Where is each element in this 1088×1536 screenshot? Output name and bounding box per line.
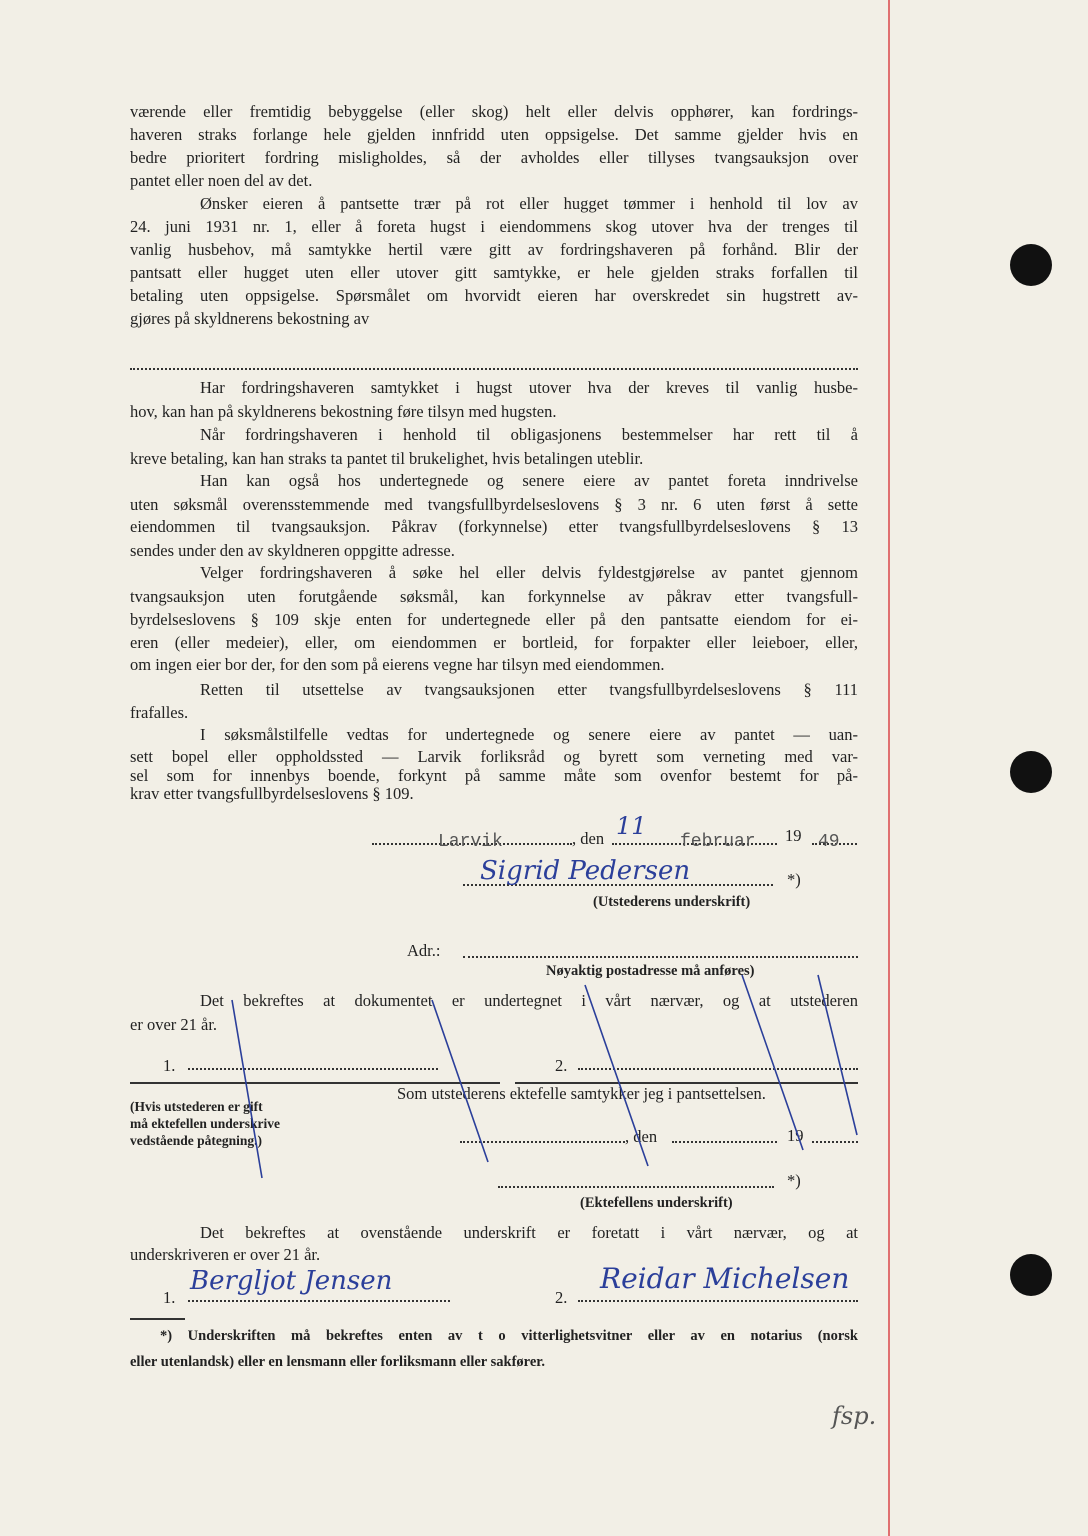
pen-stroke	[432, 1000, 488, 1162]
text-line: sendes under den av skyldneren oppgitte adresse.	[130, 541, 455, 560]
text-line: krav etter tvangsfullbyrdelseslovens § 109.	[130, 784, 414, 803]
text-line: tvangsauksjon uten forutgående søksmål, kan forkynnelse av påkrav etter tvangsfull-	[130, 587, 858, 606]
text-line: om ingen eier bor der, for den som på eierens vegne har tilsyn med eiendommen.	[130, 655, 665, 674]
text-line: Retten til utsettelse av tvangsauksjonen etter tvangsfullbyrdelseslovens § 111	[200, 680, 858, 699]
spouse-consent: Som utstederens ektefelle samtykker jeg i pantsettelsen.	[397, 1084, 766, 1103]
text-line: underskriveren er over 21 år.	[130, 1245, 321, 1264]
text-line: uten søksmål overensstemmende med tvangsfullbyrdelseslovens § 3 nr. 6 uten først å sette	[130, 495, 858, 514]
text-line: Når fordringshaveren i henhold til obligasjonens bestemmelser har rett til å	[200, 425, 858, 444]
witness-2-signature: Reidar Michelsen	[600, 1262, 850, 1295]
text-line: Har fordringshaveren samtykket i hugst utover hva der kreves til vanlig husbe-	[200, 378, 858, 397]
den-label: , den	[572, 829, 605, 848]
text-line: haveren straks forlange hele gjelden innfridd uten oppsigelse. Det samme gjelder hvis en	[130, 125, 858, 144]
text-line: frafalles.	[130, 703, 189, 722]
spouse-caption: (Ektefellens underskrift)	[580, 1195, 733, 1211]
footnote: *) Underskriften må bekreftes enten av t o vitterlighetsvitner eller av en notarius (norsk	[160, 1328, 858, 1344]
asterisk-note: *)	[787, 870, 801, 889]
text-line: gjøres på skyldnerens bekostning av	[130, 309, 370, 328]
text-line: eren (eller medeier), eller, om eiendommen er bortleid, for forpakter eller leieboer, eller,	[130, 633, 858, 652]
spouse-year-prefix: 19	[787, 1126, 804, 1145]
spouse-note: må ektefellen underskrive	[130, 1116, 280, 1131]
text-line: eiendommen til tvangsauksjon. Påkrav (forkynnelse) etter tvangsfullbyrdelseslovens § 13	[130, 517, 858, 536]
address-caption: Nøyaktig postadresse må anføres)	[546, 963, 755, 979]
footnote: eller utenlandsk) eller en lensmann eller forliksmann eller sakfører.	[130, 1354, 545, 1370]
text-line: betaling uten oppsigelse. Spørsmålet om hvorvidt eieren har overskredet sin hugstrett av-	[130, 286, 858, 305]
issuer-signature: Sigrid Pedersen	[480, 856, 691, 886]
text-line: er over 21 år.	[130, 1015, 218, 1034]
text-line: sel som for innenbys boende, forkynt på samme måte som ovenfor bestemt for på-	[130, 766, 858, 785]
text-line: hov, kan han på skyldnerens bekostning føre tilsyn med hugsten.	[130, 402, 557, 421]
address-label: Adr.:	[407, 941, 441, 960]
pen-stroke	[742, 975, 803, 1150]
month-typed: februar	[680, 832, 756, 852]
witness-2-number: 2.	[555, 1056, 568, 1075]
text-line: kreve betaling, kan han straks ta pantet til brukelighet, hvis betalingen uteblir.	[130, 449, 644, 468]
day-handwritten: 11	[616, 812, 647, 840]
pen-stroke	[232, 1000, 262, 1178]
witness-1-number: 1.	[163, 1056, 176, 1075]
pen-stroke	[818, 975, 857, 1135]
year-prefix: 19	[785, 826, 802, 845]
text-line: Det bekreftes at ovenstående underskrift er foretatt i vårt nærvær, og at	[200, 1223, 858, 1242]
text-line: 24. juni 1931 nr. 1, eller å foreta hugst i eiendommens skog utover hva der trenges til	[130, 217, 858, 236]
text-line: pantet eller noen del av det.	[130, 171, 313, 190]
text-line: byrdelseslovens § 109 skje enten for undertegnede eller på den pantsatte eiendom for ei-	[130, 610, 858, 629]
text-line: Han kan også hos undertegnede og senere eiere av pantet foreta inndrivelse	[200, 471, 858, 490]
text-line: Ønsker eieren å pantsette trær på rot eller hugget tømmer i henhold til lov av	[200, 194, 858, 213]
place-typed: Larvik	[438, 832, 503, 852]
text-line: bedre prioritert fordring misligholdes, så der avholdes eller tillyses tvangsauksjon over	[130, 148, 858, 167]
text-line: sett bopel eller oppholdssted — Larvik forliksråd og byrett som verneting med var-	[130, 747, 858, 766]
text-line: vanlig husbehov, må samtykke hertil være gitt av fordringshaveren på forhånd. Blir der	[130, 240, 858, 259]
text-line: værende eller fremtidig bebyggelse (eller skog) helt eller delvis opphører, kan fordrings-	[130, 102, 858, 121]
witness-2-number: 2.	[555, 1288, 568, 1307]
spouse-den-label: , den	[625, 1127, 658, 1146]
witness-1-number: 1.	[163, 1288, 176, 1307]
initials: fsp.	[832, 1402, 877, 1430]
asterisk-note: *)	[787, 1171, 801, 1190]
issuer-caption: (Utstederens underskrift)	[593, 894, 751, 910]
text-line: Det bekreftes at dokumentet er undertegnet i vårt nærvær, og at utstederen	[200, 991, 858, 1010]
witness-1-signature: Bergljot Jensen	[190, 1266, 393, 1296]
spouse-note: vedstående påtegning.)	[130, 1133, 263, 1148]
year-typed: 49	[818, 832, 840, 852]
pen-stroke	[585, 985, 648, 1166]
text-line: pantsatt eller hugget uten eller utover gitt samtykke, er hele gjelden straks forfallen til	[130, 263, 858, 282]
spouse-note: (Hvis utstederen er gift	[130, 1099, 263, 1114]
text-line: I søksmålstilfelle vedtas for undertegnede og senere eiere av pantet — uan-	[200, 725, 858, 744]
text-line: Velger fordringshaveren å søke hel eller delvis fyldestgjørelse av pantet gjennom	[200, 563, 858, 582]
